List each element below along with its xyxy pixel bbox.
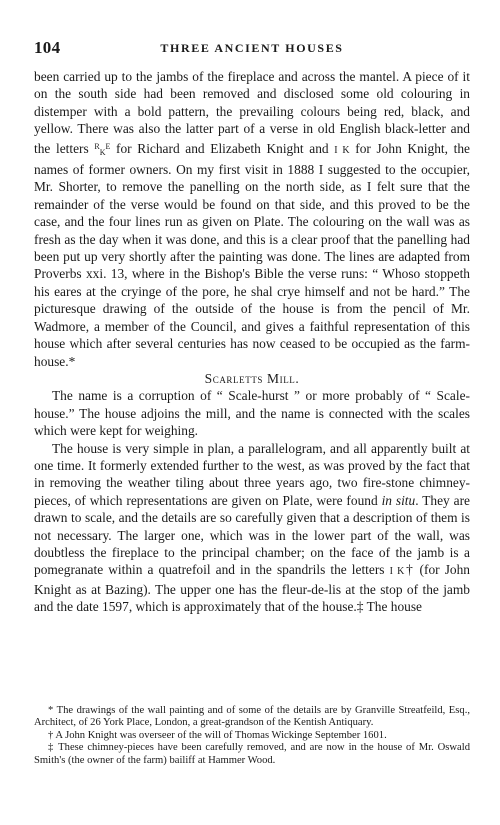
main-text <box>34 68 470 616</box>
footnote-double-dagger: ‡ These chimney-pieces have been carefully removed, and are now in the house of Mr. Oswald Smith's (the owner of the farm) bailiff at Hammer Wood. <box>34 742 470 766</box>
running-title: THREE ANCIENT HOUSES <box>160 41 344 55</box>
paragraph-house-plan <box>34 440 470 616</box>
letter-r: R <box>94 141 100 151</box>
page-number: 104 <box>34 38 61 57</box>
footnote-star: * The drawings of the wall painting and of some of the details are by Granville Streatfeild, Esq., Architect, of 26 York Place, London, a great-grandson of the Kentish Antiquary. <box>34 705 470 729</box>
section-heading: Scarletts Mill. <box>204 370 300 386</box>
letter-k: K <box>99 147 106 157</box>
text-run: The house is very simple in plan, a parallelogram, and all apparently built at one time. It formerly extended further to the west, as was proved by the fact that in removing the weather tiling about three years ago, two fire-stone chimney-pieces, of which representations are given on Plate, were found <box>34 440 470 508</box>
paragraph-wall-painting <box>34 68 470 370</box>
text-run: been carried up to the jambs of the fireplace and across the mantel. A piece of it on the south side had been removed and disclosed some old colouring in distemper with a bold pattern, the prevailing colours being red, black, and yellow. There was also the latter part of a verse in old English black-letter and the letters <box>34 69 470 156</box>
footnotes <box>34 705 470 767</box>
initials-ik: I K <box>389 566 405 578</box>
footnote-dagger: † A John Knight was overseer of the will of Thomas Wickinge September 1601. <box>48 729 387 741</box>
letter-e: E <box>105 141 111 151</box>
text-run: † (for John Knight as at Bazing). The upper one has the fleur-de-lis at the stop of the jamb and the date 1597, which is approximately that of the house.‡ The house <box>34 562 470 615</box>
text-run: for Richard and Elizabeth Knight and <box>110 140 335 156</box>
text-run: . They are drawn to scale, and the details are so carefully given that a description of them is not necessary. The larger one, which was in the lower part of the wall, was doubtless the fireplace to the principal chamber; on the face of the jamb is a pomegranate within a quatrefoil and in the spandrils the letters <box>34 492 470 578</box>
page-header <box>34 38 470 58</box>
italic-in-situ: in situ <box>381 492 416 508</box>
initials-ik: I K <box>334 144 350 156</box>
text-run: for John Knight, the names of former owners. On my first visit in 1888 I suggested to the occupier, Mr. Shorter, to remove the panelling on the north side, as I felt sure that the remainder of the verse would be found on that side, and this proved to be the case, and the four lines run as given on Plate. The colouring on the wall was as fresh as the day when it was done, and this is a clear proof that the panelling had been put up very shortly after the painting was done. The lines are adapted from Proverbs xxi. 13, where in the Bishop's Bible the verse runs: “ Whoso stoppeth his eares at the cryinge of the pore, he shal crye himself and not be hard.” The picturesque drawing of the outside of the house is from the pencil of Mr. Wadmore, a member of the Council, and gives a faithful representation of this house which after several centuries has now ceased to be occupied as the farm-house.* <box>34 140 470 369</box>
paragraph-name-origin: The name is a corruption of “ Scale-hurst ” or more probably of “ Scale-house.” The house adjoins the mill, and the name is connected with the scales which were kept for weighing. <box>34 388 470 439</box>
